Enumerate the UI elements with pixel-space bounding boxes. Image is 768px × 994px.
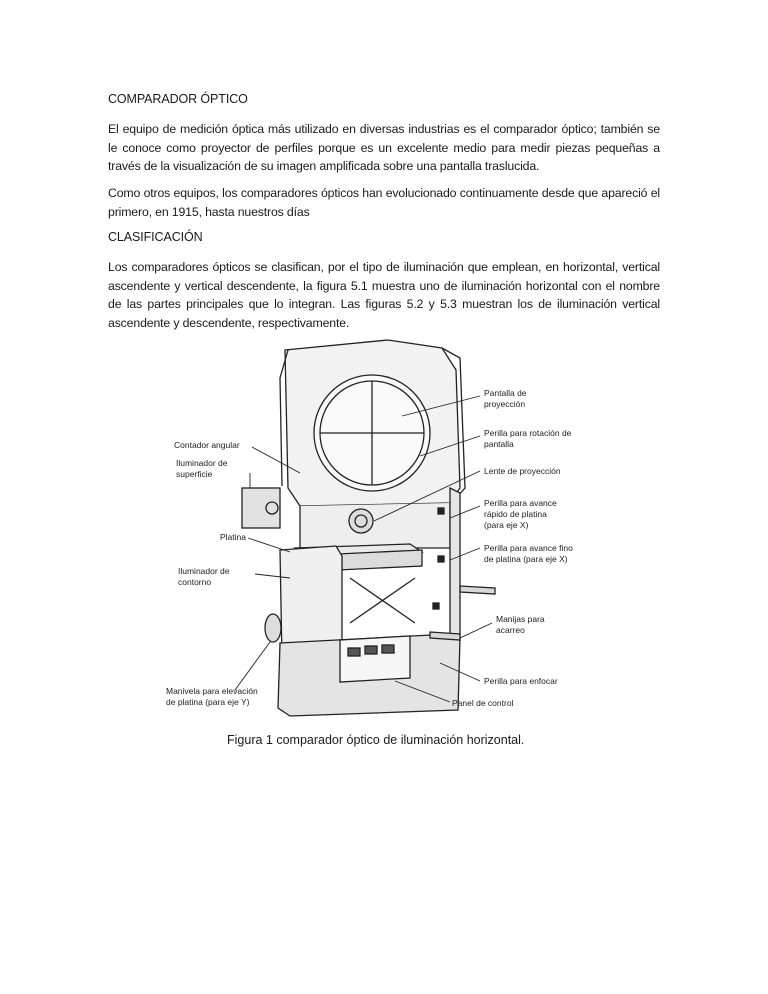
label-lente: Lente de proyección — [484, 466, 561, 476]
label-iluminador-cont-1: Iluminador de — [178, 566, 230, 576]
comparator-figure — [160, 338, 600, 723]
label-avance-fino-2: de platina (para eje X) — [484, 554, 568, 564]
section-heading-comparador: COMPARADOR ÓPTICO — [108, 92, 248, 106]
label-enfocar: Perilla para enfocar — [484, 676, 558, 686]
label-avance-rapido-1: Perilla para avance — [484, 498, 557, 508]
label-iluminador-sup-2: superficie — [176, 469, 213, 479]
label-manivela-1: Manivela para elevación — [166, 686, 258, 696]
label-panel: Panel de control — [452, 698, 514, 708]
label-manijas-1: Manijas para — [496, 614, 545, 624]
label-rotacion-2: pantalla — [484, 439, 514, 449]
paragraph-history: Como otros equipos, los comparadores ópticos han evolucionado continuamente desde que apareció el primero, en 1915, hasta nuestros días — [108, 186, 660, 219]
label-avance-fino-1: Perilla para avance fino — [484, 543, 573, 553]
label-pantalla-2: proyección — [484, 399, 526, 409]
section-heading-clasificacion: CLASIFICACIÓN — [108, 230, 203, 244]
label-iluminador-cont-2: contorno — [178, 577, 212, 587]
paragraph-classification: Los comparadores ópticos se clasifican, por el tipo de iluminación que emplean, en horizontal, vertical ascendente y vertical descendente, la figura 5.1 muestra uno de iluminación horizontal con el nombre de las partes principales que lo integran. Las figuras 5.2 y 5.3 muestran los de iluminación vertical ascendente y descendente, respectivamente. — [108, 260, 660, 330]
label-iluminador-sup-1: Iluminador de — [176, 458, 228, 468]
label-contador: Contador angular — [174, 440, 240, 450]
label-avance-rapido-3: (para eje X) — [484, 520, 529, 530]
label-avance-rapido-2: rápido de platina — [484, 509, 547, 519]
label-pantalla-1: Pantalla de — [484, 388, 527, 398]
label-platina: Platina — [220, 532, 246, 542]
label-manivela-2: de platina (para eje Y) — [166, 697, 250, 707]
label-manijas-2: acarreo — [496, 625, 525, 635]
figure-caption: Figura 1 comparador óptico de iluminación horizontal. — [227, 733, 525, 747]
paragraph-intro: El equipo de medición óptica más utilizado en diversas industrias es el comparador óptico; también se le conoce como proyector de perfiles porque es un excelente medio para medir piezas pequeñas a través de la visualización de su imagen amplificada sobre una pantalla traslucida. — [108, 122, 660, 173]
label-rotacion-1: Perilla para rotación de — [484, 428, 572, 438]
